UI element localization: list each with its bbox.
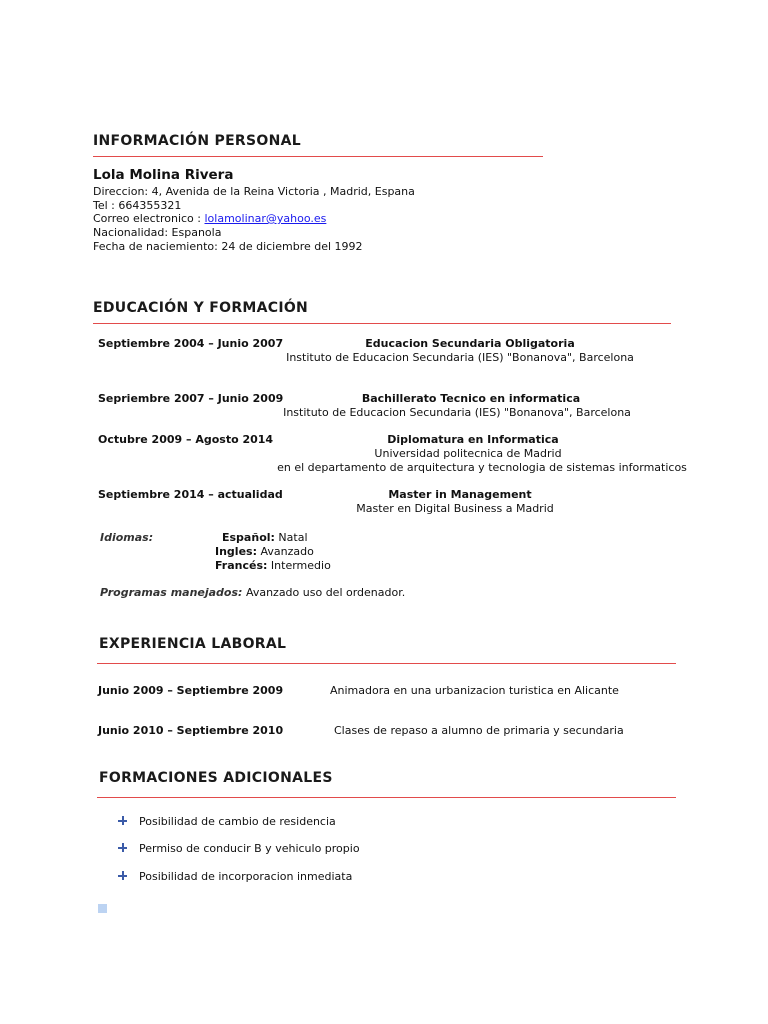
section-divider	[97, 797, 676, 798]
address-line	[93, 185, 415, 198]
square-bullet-icon	[98, 904, 107, 913]
experience-desc: Animadora en una urbanizacion turistica en Alicante	[330, 684, 619, 697]
language-name: Ingles:	[215, 545, 257, 558]
education-detail: Master en Digital Business a Madrid	[356, 502, 554, 515]
address-label: Direccion:	[93, 185, 149, 198]
education-title: Diplomatura en Informatica	[387, 433, 559, 446]
list-item: Posibilidad de cambio de residencia	[139, 815, 336, 828]
language-name: Francés:	[215, 559, 268, 572]
list-item: Permiso de conducir B y vehiculo propio	[139, 842, 360, 855]
experience-date: Junio 2010 – Septiembre 2010	[98, 724, 284, 737]
birthdate-line	[93, 240, 363, 253]
birthdate-value: 24 de diciembre del 1992	[221, 240, 363, 253]
education-detail: en el departamento de arquitectura y tecnologia de sistemas informaticos	[277, 461, 687, 474]
person-name: Lola Molina Rivera	[93, 167, 234, 183]
section-heading-personal: INFORMACIÓN PERSONAL	[93, 133, 301, 149]
email-label: Correo electronico :	[93, 212, 201, 225]
nationality-label: Nacionalidad:	[93, 226, 169, 239]
phone-line: Tel : 664355321	[93, 199, 182, 212]
plus-bullet-icon	[118, 843, 127, 852]
section-divider	[93, 323, 671, 324]
nationality-value: Espanola	[171, 226, 222, 239]
experience-date: Junio 2009 – Septiembre 2009	[98, 684, 284, 697]
education-detail: Instituto de Educacion Secundaria (IES) "Bonanova", Barcelona	[286, 351, 634, 364]
plus-bullet-icon	[118, 816, 127, 825]
email-link[interactable]: lolamolinar@yahoo.es	[204, 212, 327, 225]
section-heading-experience: EXPERIENCIA LABORAL	[99, 636, 287, 652]
language-level: Natal	[278, 531, 308, 544]
programs-label: Programas manejados:	[100, 586, 243, 599]
language-level: Intermedio	[270, 559, 331, 572]
address-value: 4, Avenida de la Reina Victoria , Madrid, Espana	[151, 185, 415, 198]
language-item	[215, 545, 314, 558]
section-heading-additional: FORMACIONES ADICIONALES	[99, 770, 333, 786]
language-item	[215, 559, 331, 572]
section-divider	[97, 663, 676, 664]
education-title: Bachillerato Tecnico en informatica	[361, 392, 581, 405]
education-title: Educacion Secundaria Obligatoria	[365, 337, 575, 350]
language-name: Español:	[222, 531, 275, 544]
experience-desc: Clases de repaso a alumno de primaria y secundaria	[334, 724, 624, 737]
section-divider	[93, 156, 543, 157]
education-date: Octubre 2009 – Agosto 2014	[98, 433, 274, 446]
language-level: Avanzado	[260, 545, 314, 558]
languages-label: Idiomas:	[100, 531, 154, 544]
education-date: Septiembre 2004 – Junio 2007	[98, 337, 284, 350]
education-date: Sepriembre 2007 – Junio 2009	[98, 392, 284, 405]
plus-bullet-icon	[118, 871, 127, 880]
section-heading-education: EDUCACIÓN Y FORMACIÓN	[93, 300, 309, 316]
language-item	[222, 531, 308, 544]
nationality-line	[93, 226, 221, 239]
list-item: Posibilidad de incorporacion inmediata	[139, 870, 353, 883]
education-date: Septiembre 2014 – actualidad	[98, 488, 283, 501]
education-detail: Universidad politecnica de Madrid	[374, 447, 562, 460]
email-line	[93, 212, 326, 225]
programs-value: Avanzado uso del ordenador.	[245, 586, 406, 599]
education-detail: Instituto de Educacion Secundaria (IES) "Bonanova", Barcelona	[283, 406, 631, 419]
birthdate-label: Fecha de naciemiento:	[93, 240, 218, 253]
programs-line	[100, 586, 405, 599]
education-title: Master in Management	[388, 488, 532, 501]
